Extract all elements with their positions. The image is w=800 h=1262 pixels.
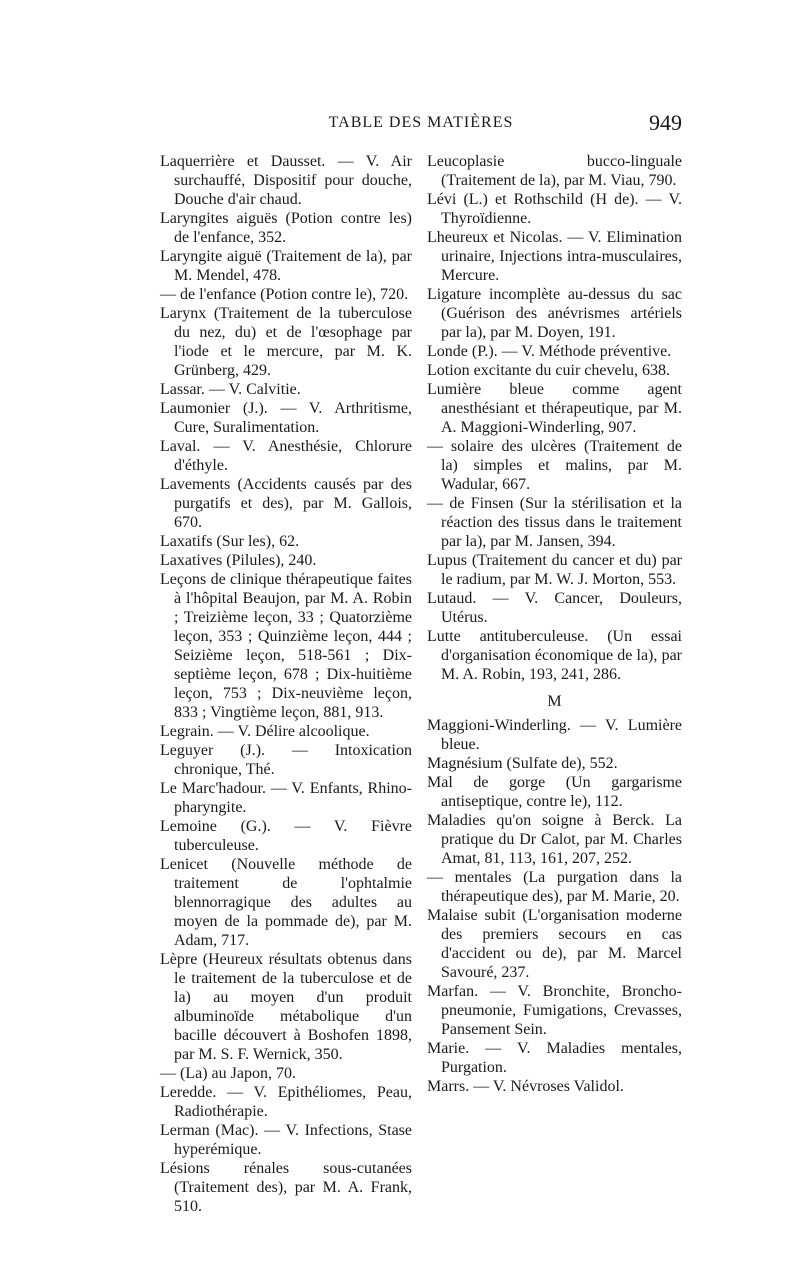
index-entry: — solaire des ulcères (Traitement de la) simples et malins, par M. Wadular, 667.: [427, 438, 682, 493]
index-entry: Lévi (L.) et Rothschild (H de). — V. Thyroïdienne.: [427, 191, 682, 227]
page-title: TABLE DES MATIÈRES: [328, 114, 514, 131]
index-entry: Leredde. — V. Epithéliomes, Peau, Radiothérapie.: [160, 1084, 412, 1120]
index-entry: Mal de gorge (Un gargarisme antiseptique, contre le), 112.: [427, 774, 682, 810]
index-entry: Le Marc'hadour. — V. Enfants, Rhino-pharyngite.: [160, 780, 412, 816]
index-entry: Magnésium (Sulfate de), 552.: [427, 755, 618, 772]
index-entry: Lenicet (Nouvelle méthode de traitement de l'ophtalmie blennorragique des adultes au moyen de la pommade de), par M. Adam, 717.: [160, 856, 412, 949]
page-number: 949: [649, 110, 682, 135]
index-entry: — de l'enfance (Potion contre le), 720.: [160, 286, 409, 303]
index-entry: Leçons de clinique thérapeutique faites à l'hôpital Beaujon, par M. A. Robin ; Treizième leçon, 33 ; Quatorzième leçon, 353 ; Quinzième leçon, 444 ; Seizième leçon, 518-561 ; Dix-septième leçon, 678 ; Dix-huitième leçon, 753 ; Dix-neuvième leçon, 833 ; Vingtième leçon, 881, 913.: [160, 571, 412, 721]
index-entry: Marrs. — V. Névroses Validol.: [427, 1078, 624, 1095]
left-column: [160, 152, 412, 1216]
section-letter: M: [547, 693, 562, 710]
index-entry: Malaise subit (L'organisation moderne des premiers secours en cas d'accident ou de), par M. Marcel Savouré, 237.: [427, 907, 682, 981]
index-entry: Lavements (Accidents causés par des purgatifs et des), par M. Gallois, 670.: [160, 476, 412, 531]
index-entry: Laquerrière et Dausset. — V. Air surchauffé, Dispositif pour douche, Douche d'air chaud.: [160, 153, 412, 208]
index-entry: Lèpre (Heureux résultats obtenus dans le traitement de la tuberculose et de la) au moyen d'un produit albuminoïde métabolique d'un bacille découvert à Boshofen 1898, par M. S. F. Wernick, 350.: [160, 951, 412, 1063]
index-entry: Maggioni-Winderling. — V. Lumière bleue.: [427, 717, 682, 753]
index-entry: Lutte antituberculeuse. (Un essai d'organisation économique de la), par M. A. Robin, 193, 241, 286.: [427, 628, 682, 683]
index-entry: Legrain. — V. Délire alcoolique.: [160, 723, 370, 740]
index-entry: Laxatifs (Sur les), 62.: [160, 533, 300, 550]
index-entry: Lésions rénales sous-cutanées (Traitement des), par M. A. Frank, 510.: [160, 1160, 412, 1215]
index-entry: Larynx (Traitement de la tuberculose du nez, du) et de l'œsophage par l'iode et le mercure, par M. K. Grünberg, 429.: [160, 305, 412, 379]
index-entry: Laryngites aiguës (Potion contre les) de l'enfance, 352.: [160, 210, 412, 246]
index-entry: Laumonier (J.). — V. Arthritisme, Cure, Suralimentation.: [160, 400, 412, 436]
index-entry: Maladies qu'on soigne à Berck. La pratique du Dr Calot, par M. Charles Amat, 81, 113, 161, 207, 252.: [427, 812, 682, 867]
index-entry: Laval. — V. Anesthésie, Chlorure d'éthyle.: [160, 438, 412, 474]
index-entry: Marfan. — V. Bronchite, Broncho-pneumonie, Fumigations, Crevasses, Pansement Sein.: [427, 983, 682, 1038]
right-column: [427, 152, 682, 1096]
index-entry: Lerman (Mac). — V. Infections, Stase hyperémique.: [160, 1122, 412, 1158]
index-entry: — (La) au Japon, 70.: [160, 1065, 296, 1082]
index-entry: Lotion excitante du cuir chevelu, 638.: [427, 362, 671, 379]
index-entry: Laxatives (Pilules), 240.: [160, 552, 317, 569]
running-header: [160, 112, 682, 142]
index-entry: Lemoine (G.). — V. Fièvre tuberculeuse.: [160, 818, 412, 854]
index-entry: Lassar. — V. Calvitie.: [160, 381, 301, 398]
index-entry: Leguyer (J.). — Intoxication chronique, Thé.: [160, 742, 412, 778]
index-entry: Lumière bleue comme agent anesthésiant et thérapeutique, par M. A. Maggioni-Winderling, 907.: [427, 381, 682, 436]
index-entry: Marie. — V. Maladies mentales, Purgation.: [427, 1040, 682, 1076]
index-entry: Ligature incomplète au-dessus du sac (Guérison des anévrismes artériels par la), par M. Doyen, 191.: [427, 286, 682, 341]
index-entry: Laryngite aiguë (Traitement de la), par M. Mendel, 478.: [160, 248, 412, 284]
index-entry: Lupus (Traitement du cancer et du) par le radium, par M. W. J. Morton, 553.: [427, 552, 682, 588]
index-entry: — mentales (La purgation dans la thérapeutique des), par M. Marie, 20.: [427, 869, 682, 905]
index-entry: Londe (P.). — V. Méthode préventive.: [427, 343, 672, 360]
index-entry: Leucoplasie bucco-linguale (Traitement de la), par M. Viau, 790.: [427, 153, 682, 189]
index-entry: Lheureux et Nicolas. — V. Elimination urinaire, Injections intra-musculaires, Mercure.: [427, 229, 682, 284]
index-entry: — de Finsen (Sur la stérilisation et la réaction des tissus dans le traitement par la), par M. Jansen, 394.: [427, 495, 682, 550]
index-entry: Lutaud. — V. Cancer, Douleurs, Utérus.: [427, 590, 682, 626]
